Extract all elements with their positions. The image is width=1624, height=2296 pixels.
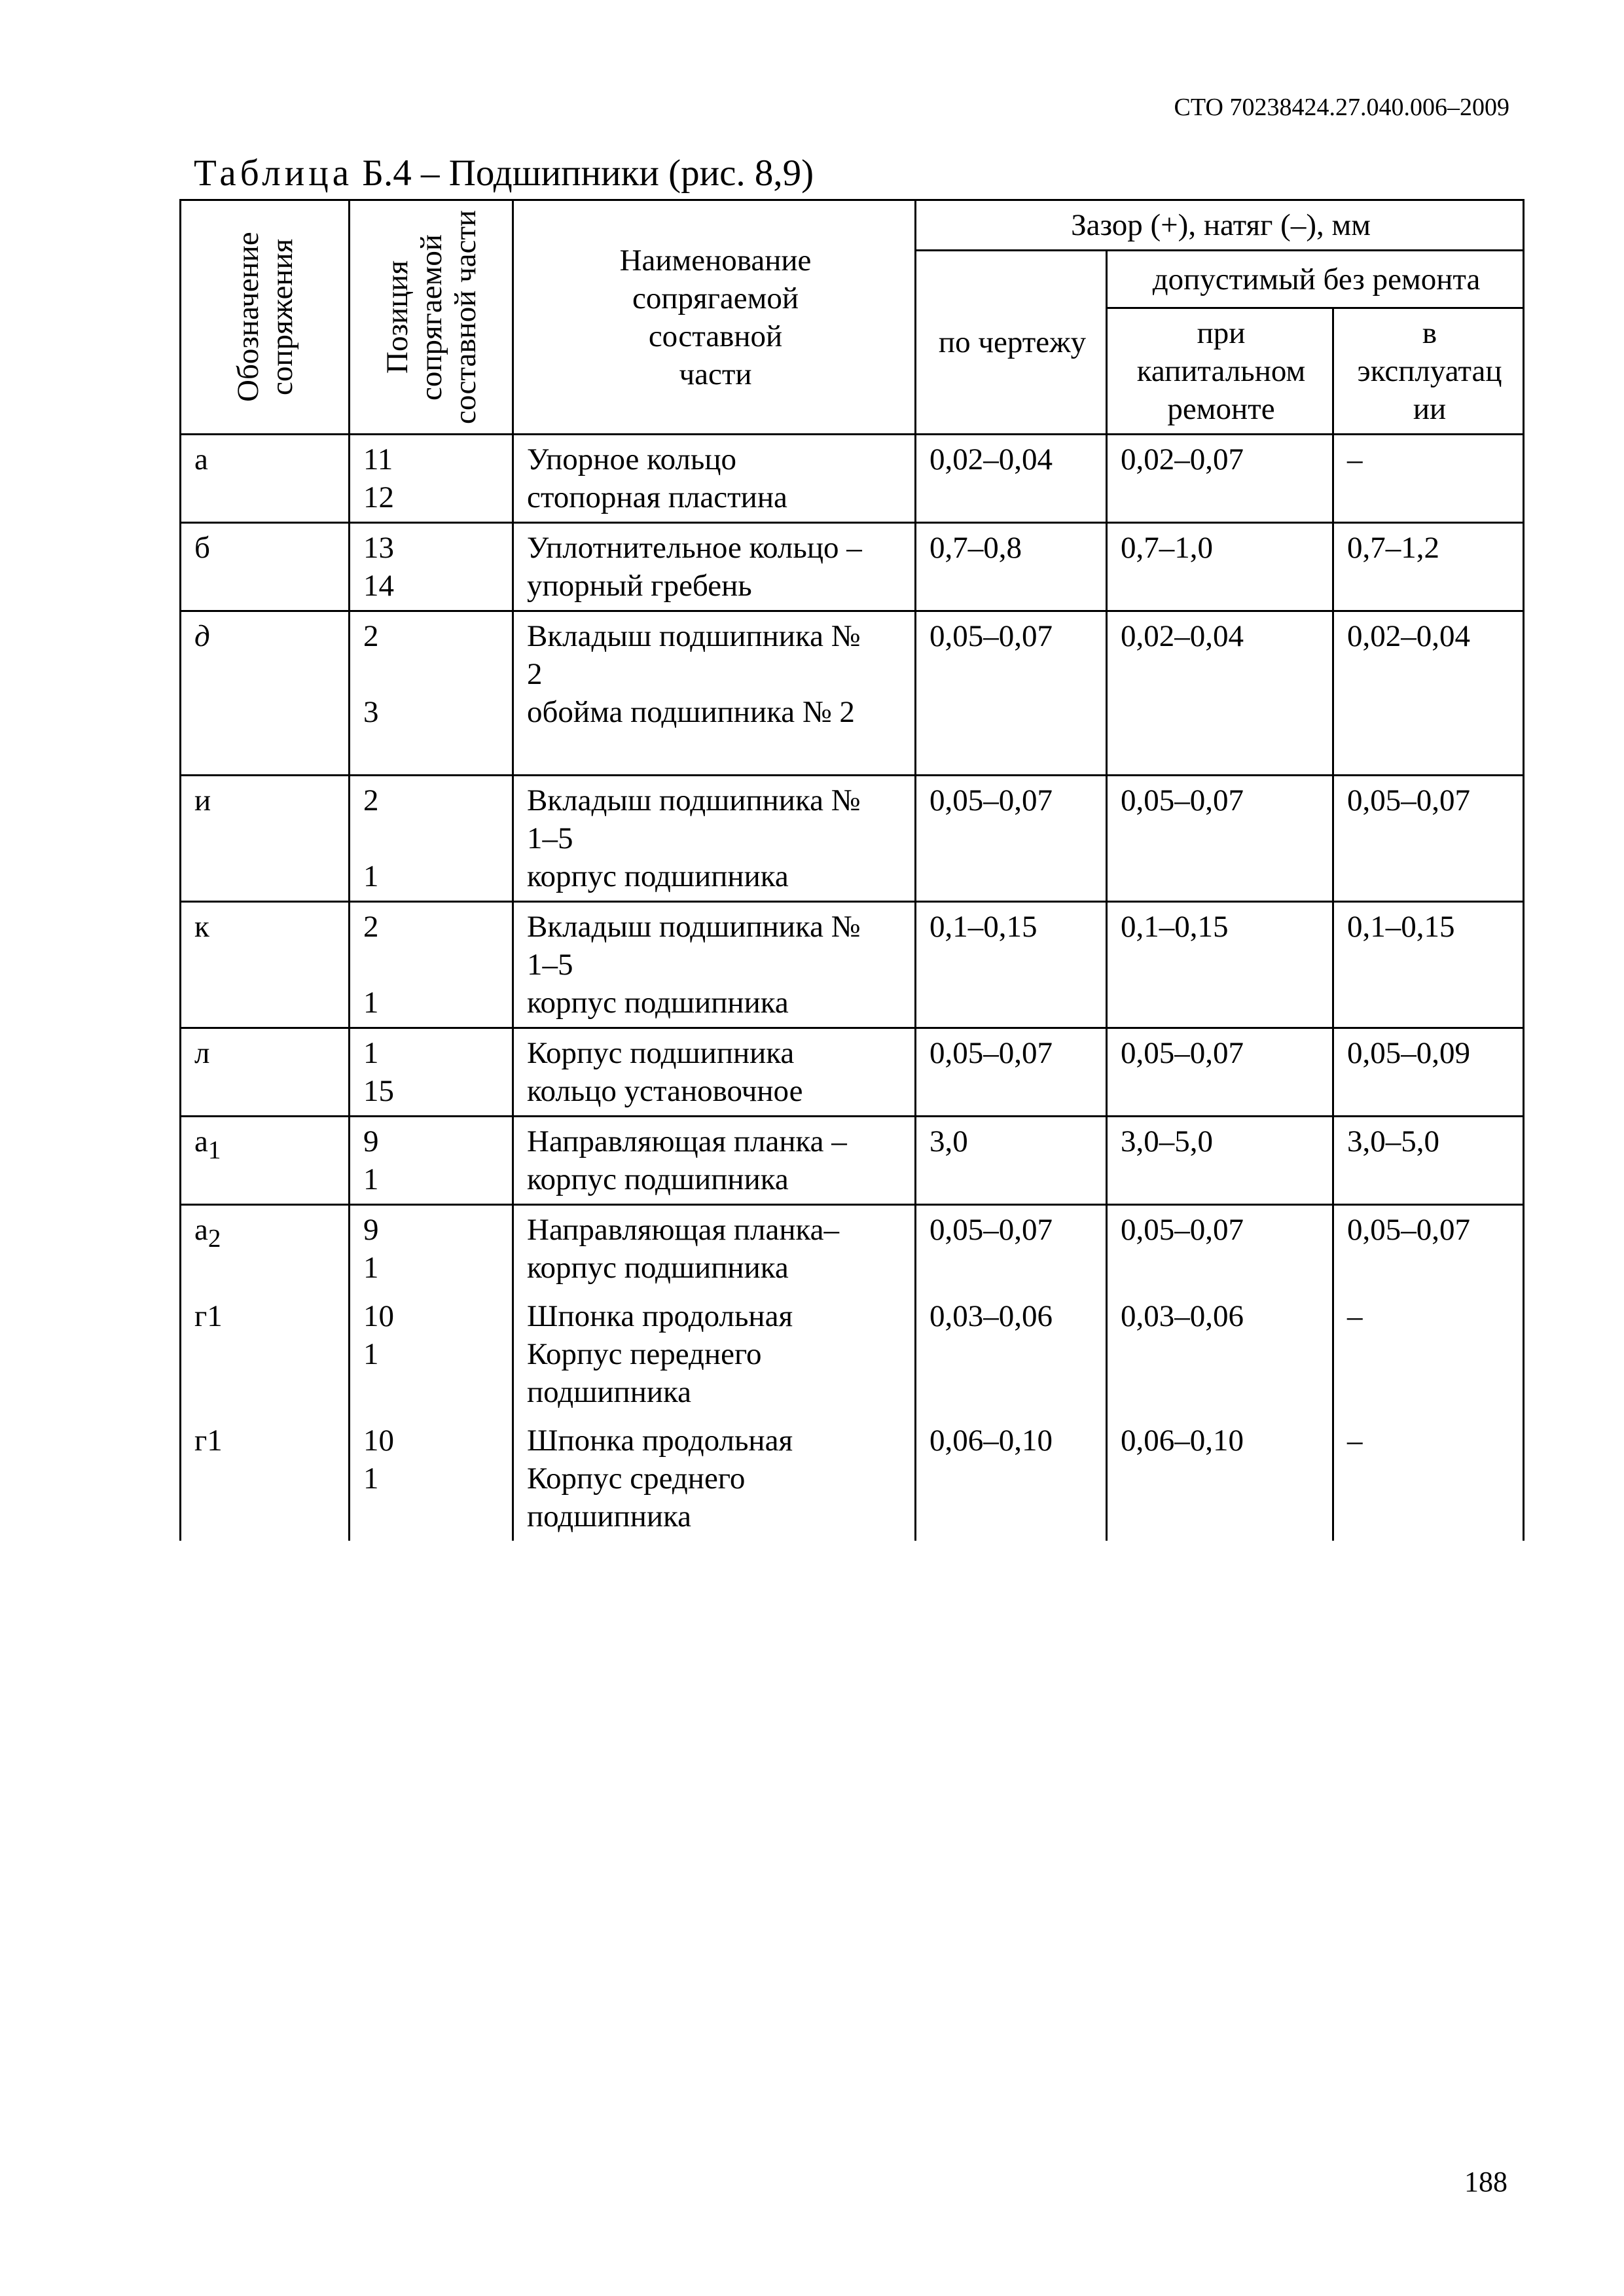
cell-positions: 13 14 [350, 523, 513, 611]
cell-designation: б [181, 523, 350, 611]
cell-capital-repair: 0,05–0,07 [1107, 1028, 1333, 1117]
cell-by-drawing: 0,7–0,8 [916, 523, 1107, 611]
cell-capital-repair: 0,1–0,15 [1107, 902, 1333, 1028]
cell-capital-repair: 0,7–1,0 [1107, 523, 1333, 611]
cell-part-name: Шпонка продольная Корпус среднего подшипника [513, 1416, 916, 1541]
cell-positions: 9 1 [350, 1205, 513, 1293]
cell-operation: 0,1–0,15 [1333, 902, 1524, 1028]
header-capital-repair: при капитальном ремонте [1107, 308, 1333, 435]
cell-operation: 0,05–0,09 [1333, 1028, 1524, 1117]
cell-positions: 2 1 [350, 902, 513, 1028]
document-code: СТО 70238424.27.040.006–2009 [1174, 94, 1509, 121]
table-title-prefix: Таблица [194, 152, 353, 194]
header-by-drawing: по чертежу [916, 251, 1107, 435]
designation-subscript: 1 [208, 1136, 221, 1164]
header-operation: в эксплуатац ии [1333, 308, 1524, 435]
cell-positions: 2 3 [350, 611, 513, 776]
cell-capital-repair: 0,05–0,07 [1107, 1205, 1333, 1293]
designation-letter: а [194, 1124, 208, 1158]
header-allowed-group: допустимый без ремонта [1107, 251, 1524, 308]
cell-part-name: Направляющая планка– корпус подшипника [513, 1205, 916, 1293]
table-title [194, 152, 814, 194]
cell-part-name: Вкладыш подшипника № 2 обойма подшипника № 2 [513, 611, 916, 776]
cell-positions: 2 1 [350, 776, 513, 902]
designation-subscript: 2 [208, 1224, 221, 1253]
cell-by-drawing: 0,1–0,15 [916, 902, 1107, 1028]
cell-part-name: Упорное кольцо стопорная пластина [513, 435, 916, 523]
table-title-text: Б.4 – Подшипники (рис. 8,9) [353, 152, 814, 194]
table-row [181, 1205, 1524, 1293]
cell-operation: – [1333, 1292, 1524, 1416]
table-row [181, 435, 1524, 523]
cell-capital-repair: 0,02–0,07 [1107, 435, 1333, 523]
cell-part-name: Направляющая планка – корпус подшипника [513, 1117, 916, 1205]
cell-capital-repair: 3,0–5,0 [1107, 1117, 1333, 1205]
header-position [350, 200, 513, 435]
header-position-label: Позиция сопрягаемой составной части [380, 209, 482, 425]
cell-capital-repair: 0,02–0,04 [1107, 611, 1333, 776]
cell-operation: 0,02–0,04 [1333, 611, 1524, 776]
cell-designation: и [181, 776, 350, 902]
header-designation [181, 200, 350, 435]
cell-by-drawing: 3,0 [916, 1117, 1107, 1205]
cell-designation [181, 1205, 350, 1293]
cell-designation: г1 [181, 1416, 350, 1541]
cell-positions: 11 12 [350, 435, 513, 523]
table-row [181, 523, 1524, 611]
header-designation-label: Обозначение сопряжения [230, 232, 299, 403]
table-header [181, 200, 1524, 435]
cell-designation [181, 1117, 350, 1205]
table-body [181, 435, 1524, 1541]
cell-operation: – [1333, 435, 1524, 523]
cell-operation: – [1333, 1416, 1524, 1541]
cell-operation: 0,7–1,2 [1333, 523, 1524, 611]
bearings-table [179, 199, 1525, 1541]
cell-part-name: Вкладыш подшипника № 1–5 корпус подшипника [513, 902, 916, 1028]
cell-capital-repair: 0,06–0,10 [1107, 1416, 1333, 1541]
cell-positions: 9 1 [350, 1117, 513, 1205]
cell-by-drawing: 0,06–0,10 [916, 1416, 1107, 1541]
cell-by-drawing: 0,05–0,07 [916, 1028, 1107, 1117]
cell-operation: 0,05–0,07 [1333, 776, 1524, 902]
designation-letter: а [194, 1213, 208, 1247]
table-row [181, 611, 1524, 776]
header-part-name: Наименование сопрягаемой составной части [513, 200, 916, 435]
cell-designation: г1 [181, 1292, 350, 1416]
cell-capital-repair: 0,03–0,06 [1107, 1292, 1333, 1416]
cell-part-name: Уплотнительное кольцо – упорный гребень [513, 523, 916, 611]
cell-by-drawing: 0,02–0,04 [916, 435, 1107, 523]
cell-part-name: Корпус подшипника кольцо установочное [513, 1028, 916, 1117]
page-number: 188 [1464, 2166, 1507, 2198]
header-gap-group: Зазор (+), натяг (–), мм [916, 200, 1524, 251]
cell-by-drawing: 0,05–0,07 [916, 1205, 1107, 1293]
cell-designation: к [181, 902, 350, 1028]
table-row [181, 776, 1524, 902]
cell-operation: 3,0–5,0 [1333, 1117, 1524, 1205]
cell-capital-repair: 0,05–0,07 [1107, 776, 1333, 902]
cell-by-drawing: 0,05–0,07 [916, 611, 1107, 776]
table-row [181, 1028, 1524, 1117]
cell-designation: а [181, 435, 350, 523]
cell-operation: 0,05–0,07 [1333, 1205, 1524, 1293]
cell-designation: д [181, 611, 350, 776]
cell-designation: л [181, 1028, 350, 1117]
table-row [181, 1416, 1524, 1541]
cell-by-drawing: 0,03–0,06 [916, 1292, 1107, 1416]
table-row [181, 1117, 1524, 1205]
cell-part-name: Шпонка продольная Корпус переднего подшипника [513, 1292, 916, 1416]
cell-positions: 1 15 [350, 1028, 513, 1117]
cell-positions: 10 1 [350, 1416, 513, 1541]
table-row [181, 1292, 1524, 1416]
table-row [181, 902, 1524, 1028]
cell-part-name: Вкладыш подшипника № 1–5 корпус подшипника [513, 776, 916, 902]
cell-positions: 10 1 [350, 1292, 513, 1416]
cell-by-drawing: 0,05–0,07 [916, 776, 1107, 902]
